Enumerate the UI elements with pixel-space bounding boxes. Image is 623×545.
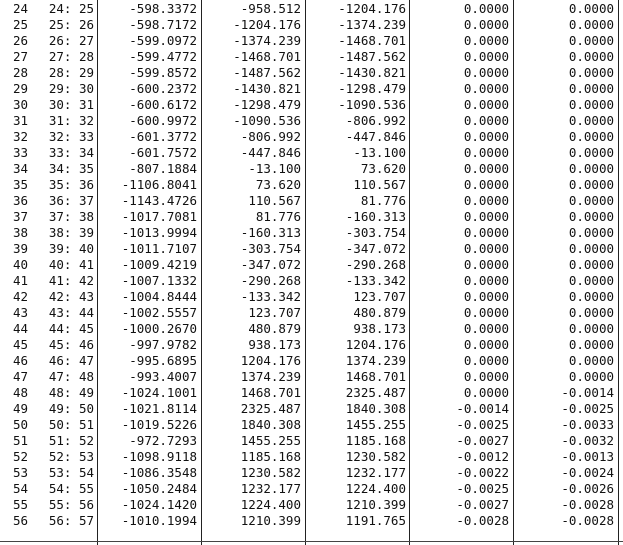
node-pair: 56: 57 <box>48 513 94 528</box>
value-col-3: 938.173 <box>353 321 406 336</box>
value-col-2: 1455.255 <box>240 433 301 448</box>
value-col-1: -1021.8114 <box>121 401 197 416</box>
value-col-2: -806.992 <box>240 129 301 144</box>
value-col-1: -1011.7107 <box>121 241 197 256</box>
node-pair: 52: 53 <box>48 449 94 464</box>
table-row <box>0 401 623 417</box>
value-col-1: -1004.8444 <box>121 289 197 304</box>
table-row <box>0 65 623 81</box>
value-col-1: -1024.1420 <box>121 497 197 512</box>
row-index: 24 <box>13 1 29 16</box>
value-col-1: -598.3372 <box>129 1 197 16</box>
value-col-2: 1224.400 <box>240 497 301 512</box>
table-row <box>0 273 623 289</box>
value-col-5: 0.0000 <box>568 49 614 64</box>
value-col-3: -1468.701 <box>338 33 406 48</box>
node-pair: 42: 43 <box>48 289 94 304</box>
value-col-4: 0.0000 <box>463 145 509 160</box>
table-row <box>0 257 623 273</box>
row-index: 47 <box>13 369 29 384</box>
value-col-1: -1002.5557 <box>121 305 197 320</box>
value-col-3: 73.620 <box>360 161 406 176</box>
node-pair: 27: 28 <box>48 49 94 64</box>
row-index: 30 <box>13 97 29 112</box>
value-col-5: 0.0000 <box>568 113 614 128</box>
table-row <box>0 289 623 305</box>
row-index: 45 <box>13 337 29 352</box>
table-row <box>0 81 623 97</box>
node-pair: 47: 48 <box>48 369 94 384</box>
node-pair: 51: 52 <box>48 433 94 448</box>
value-col-4: 0.0000 <box>463 97 509 112</box>
value-col-1: -1009.4219 <box>121 257 197 272</box>
value-col-3: -1204.176 <box>338 1 406 16</box>
row-index: 56 <box>13 513 29 528</box>
value-col-5: 0.0000 <box>568 97 614 112</box>
table-row <box>0 129 623 145</box>
table-row <box>0 17 623 33</box>
row-index: 43 <box>13 305 29 320</box>
node-pair: 24: 25 <box>48 1 94 16</box>
node-pair: 41: 42 <box>48 273 94 288</box>
value-col-1: -1143.4726 <box>121 193 197 208</box>
value-col-3: -447.846 <box>345 129 406 144</box>
value-col-4: 0.0000 <box>463 385 509 400</box>
node-pair: 26: 27 <box>48 33 94 48</box>
node-pair: 39: 40 <box>48 241 94 256</box>
value-col-4: -0.0025 <box>456 481 509 496</box>
value-col-4: 0.0000 <box>463 321 509 336</box>
value-col-2: 1232.177 <box>240 481 301 496</box>
value-col-1: -599.4772 <box>129 49 197 64</box>
value-col-5: 0.0000 <box>568 337 614 352</box>
value-col-1: -599.0972 <box>129 33 197 48</box>
value-col-1: -600.6172 <box>129 97 197 112</box>
node-pair: 31: 32 <box>48 113 94 128</box>
value-col-3: -347.072 <box>345 241 406 256</box>
value-col-4: 0.0000 <box>463 369 509 384</box>
row-index: 27 <box>13 49 29 64</box>
row-index: 34 <box>13 161 29 176</box>
value-col-3: 123.707 <box>353 289 406 304</box>
row-index: 26 <box>13 33 29 48</box>
row-index: 35 <box>13 177 29 192</box>
row-index: 32 <box>13 129 29 144</box>
table-row <box>0 481 623 497</box>
value-col-1: -807.1884 <box>129 161 197 176</box>
node-pair: 32: 33 <box>48 129 94 144</box>
value-col-2: -1430.821 <box>233 81 301 96</box>
value-col-1: -1019.5226 <box>121 417 197 432</box>
value-col-1: -599.8572 <box>129 65 197 80</box>
value-col-3: 1468.701 <box>345 369 406 384</box>
table-row <box>0 241 623 257</box>
row-index: 49 <box>13 401 29 416</box>
value-col-4: 0.0000 <box>463 1 509 16</box>
value-col-4: 0.0000 <box>463 193 509 208</box>
value-col-3: 2325.487 <box>345 385 406 400</box>
node-pair: 55: 56 <box>48 497 94 512</box>
value-col-5: 0.0000 <box>568 65 614 80</box>
value-col-1: -972.7293 <box>129 433 197 448</box>
node-pair: 38: 39 <box>48 225 94 240</box>
node-pair: 36: 37 <box>48 193 94 208</box>
table-row <box>0 209 623 225</box>
value-col-5: 0.0000 <box>568 257 614 272</box>
value-col-4: 0.0000 <box>463 129 509 144</box>
value-col-4: -0.0022 <box>456 465 509 480</box>
table-row <box>0 513 623 529</box>
value-col-2: 1204.176 <box>240 353 301 368</box>
value-col-2: 1374.239 <box>240 369 301 384</box>
value-col-2: -1487.562 <box>233 65 301 80</box>
bottom-border <box>0 541 623 542</box>
value-col-1: -997.9782 <box>129 337 197 352</box>
value-col-4: 0.0000 <box>463 225 509 240</box>
value-col-2: -1090.536 <box>233 113 301 128</box>
row-index: 25 <box>13 17 29 32</box>
row-index: 53 <box>13 465 29 480</box>
value-col-4: -0.0012 <box>456 449 509 464</box>
node-pair: 35: 36 <box>48 177 94 192</box>
row-index: 38 <box>13 225 29 240</box>
value-col-1: -1086.3548 <box>121 465 197 480</box>
value-col-2: -290.268 <box>240 273 301 288</box>
value-col-5: 0.0000 <box>568 129 614 144</box>
value-col-2: -1374.239 <box>233 33 301 48</box>
value-col-2: -1204.176 <box>233 17 301 32</box>
value-col-3: -1374.239 <box>338 17 406 32</box>
value-col-1: -1024.1001 <box>121 385 197 400</box>
value-col-2: 1468.701 <box>240 385 301 400</box>
value-col-3: 1374.239 <box>345 353 406 368</box>
value-col-3: -303.754 <box>345 225 406 240</box>
node-pair: 28: 29 <box>48 65 94 80</box>
value-col-5: 0.0000 <box>568 1 614 16</box>
value-col-2: 1185.168 <box>240 449 301 464</box>
value-col-3: 1455.255 <box>345 417 406 432</box>
node-pair: 54: 55 <box>48 481 94 496</box>
value-col-3: -806.992 <box>345 113 406 128</box>
value-col-3: 81.776 <box>360 193 406 208</box>
value-col-3: 1191.765 <box>345 513 406 528</box>
row-index: 51 <box>13 433 29 448</box>
table-row <box>0 145 623 161</box>
row-index: 36 <box>13 193 29 208</box>
table-row <box>0 497 623 513</box>
node-pair: 33: 34 <box>48 145 94 160</box>
value-col-2: -1468.701 <box>233 49 301 64</box>
row-index: 37 <box>13 209 29 224</box>
value-col-1: -1098.9118 <box>121 449 197 464</box>
value-col-3: -290.268 <box>345 257 406 272</box>
table-row <box>0 449 623 465</box>
node-pair: 48: 49 <box>48 385 94 400</box>
value-col-1: -601.3772 <box>129 129 197 144</box>
row-index: 44 <box>13 321 29 336</box>
row-index: 50 <box>13 417 29 432</box>
value-col-5: -0.0032 <box>561 433 614 448</box>
value-col-5: -0.0026 <box>561 481 614 496</box>
row-index: 42 <box>13 289 29 304</box>
value-col-2: 1230.582 <box>240 465 301 480</box>
node-pair: 43: 44 <box>48 305 94 320</box>
value-col-3: -13.100 <box>353 145 406 160</box>
value-col-1: -1017.7081 <box>121 209 197 224</box>
value-col-5: -0.0028 <box>561 497 614 512</box>
value-col-4: 0.0000 <box>463 337 509 352</box>
value-col-2: -13.100 <box>248 161 301 176</box>
table-row <box>0 385 623 401</box>
value-col-2: 110.567 <box>248 193 301 208</box>
value-col-1: -600.9972 <box>129 113 197 128</box>
value-col-1: -993.4007 <box>129 369 197 384</box>
value-col-2: 73.620 <box>255 177 301 192</box>
row-index: 54 <box>13 481 29 496</box>
value-col-4: 0.0000 <box>463 353 509 368</box>
value-col-1: -1106.8041 <box>121 177 197 192</box>
value-col-5: -0.0025 <box>561 401 614 416</box>
value-col-3: 1230.582 <box>345 449 406 464</box>
value-col-4: 0.0000 <box>463 17 509 32</box>
value-col-5: 0.0000 <box>568 289 614 304</box>
node-pair: 37: 38 <box>48 209 94 224</box>
value-col-4: -0.0025 <box>456 417 509 432</box>
table-row <box>0 1 623 17</box>
value-col-1: -1000.2670 <box>121 321 197 336</box>
table-row <box>0 225 623 241</box>
value-col-4: 0.0000 <box>463 209 509 224</box>
value-col-2: -1298.479 <box>233 97 301 112</box>
value-col-4: 0.0000 <box>463 65 509 80</box>
table-row <box>0 49 623 65</box>
value-col-3: -133.342 <box>345 273 406 288</box>
value-col-4: -0.0027 <box>456 497 509 512</box>
value-col-4: 0.0000 <box>463 257 509 272</box>
node-pair: 45: 46 <box>48 337 94 352</box>
table-row <box>0 321 623 337</box>
value-col-2: 2325.487 <box>240 401 301 416</box>
row-index: 31 <box>13 113 29 128</box>
node-pair: 46: 47 <box>48 353 94 368</box>
table-row <box>0 113 623 129</box>
value-col-4: 0.0000 <box>463 161 509 176</box>
value-col-5: -0.0014 <box>561 385 614 400</box>
node-pair: 53: 54 <box>48 465 94 480</box>
table-row <box>0 161 623 177</box>
value-col-4: 0.0000 <box>463 289 509 304</box>
value-col-1: -1007.1332 <box>121 273 197 288</box>
row-index: 52 <box>13 449 29 464</box>
table-row <box>0 369 623 385</box>
value-col-3: 480.879 <box>353 305 406 320</box>
table-row <box>0 33 623 49</box>
value-col-5: 0.0000 <box>568 193 614 208</box>
value-col-3: 1204.176 <box>345 337 406 352</box>
value-col-1: -995.6895 <box>129 353 197 368</box>
value-col-3: 1210.399 <box>345 497 406 512</box>
value-col-5: 0.0000 <box>568 225 614 240</box>
value-col-4: 0.0000 <box>463 113 509 128</box>
table-row <box>0 353 623 369</box>
table-row <box>0 337 623 353</box>
value-col-2: 1840.308 <box>240 417 301 432</box>
value-col-5: 0.0000 <box>568 209 614 224</box>
value-col-1: -600.2372 <box>129 81 197 96</box>
value-col-5: 0.0000 <box>568 321 614 336</box>
value-col-4: -0.0014 <box>456 401 509 416</box>
value-col-4: 0.0000 <box>463 33 509 48</box>
table-row <box>0 305 623 321</box>
value-col-1: -601.7572 <box>129 145 197 160</box>
value-col-2: -958.512 <box>240 1 301 16</box>
value-col-5: 0.0000 <box>568 33 614 48</box>
table-row <box>0 433 623 449</box>
value-col-1: -1010.1994 <box>121 513 197 528</box>
value-col-5: 0.0000 <box>568 353 614 368</box>
node-pair: 44: 45 <box>48 321 94 336</box>
row-index: 39 <box>13 241 29 256</box>
row-index: 29 <box>13 81 29 96</box>
table-row <box>0 417 623 433</box>
value-col-4: 0.0000 <box>463 273 509 288</box>
value-col-2: -160.313 <box>240 225 301 240</box>
value-col-4: -0.0027 <box>456 433 509 448</box>
table-row <box>0 97 623 113</box>
row-index: 41 <box>13 273 29 288</box>
row-index: 40 <box>13 257 29 272</box>
value-col-2: 123.707 <box>248 305 301 320</box>
value-col-5: 0.0000 <box>568 161 614 176</box>
value-col-2: -303.754 <box>240 241 301 256</box>
value-col-2: 81.776 <box>255 209 301 224</box>
value-col-3: -1298.479 <box>338 81 406 96</box>
row-index: 55 <box>13 497 29 512</box>
node-pair: 49: 50 <box>48 401 94 416</box>
value-col-5: -0.0028 <box>561 513 614 528</box>
value-col-1: -598.7172 <box>129 17 197 32</box>
value-col-1: -1050.2484 <box>121 481 197 496</box>
value-col-5: 0.0000 <box>568 81 614 96</box>
node-pair: 29: 30 <box>48 81 94 96</box>
value-col-2: 480.879 <box>248 321 301 336</box>
table-row <box>0 465 623 481</box>
node-pair: 34: 35 <box>48 161 94 176</box>
value-col-5: 0.0000 <box>568 305 614 320</box>
value-col-4: 0.0000 <box>463 177 509 192</box>
value-col-2: 938.173 <box>248 337 301 352</box>
value-col-3: 1232.177 <box>345 465 406 480</box>
value-col-4: -0.0028 <box>456 513 509 528</box>
value-col-5: -0.0024 <box>561 465 614 480</box>
value-col-4: 0.0000 <box>463 81 509 96</box>
value-col-3: 110.567 <box>353 177 406 192</box>
node-pair: 50: 51 <box>48 417 94 432</box>
value-col-5: 0.0000 <box>568 17 614 32</box>
value-col-3: -1430.821 <box>338 65 406 80</box>
value-col-2: 1210.399 <box>240 513 301 528</box>
value-col-1: -1013.9994 <box>121 225 197 240</box>
value-col-3: -1487.562 <box>338 49 406 64</box>
value-col-2: -133.342 <box>240 289 301 304</box>
value-col-5: 0.0000 <box>568 177 614 192</box>
row-index: 33 <box>13 145 29 160</box>
value-col-4: 0.0000 <box>463 305 509 320</box>
value-col-3: -1090.536 <box>338 97 406 112</box>
value-col-5: 0.0000 <box>568 369 614 384</box>
node-pair: 40: 41 <box>48 257 94 272</box>
value-col-4: 0.0000 <box>463 241 509 256</box>
value-col-5: -0.0033 <box>561 417 614 432</box>
row-index: 48 <box>13 385 29 400</box>
value-col-3: 1185.168 <box>345 433 406 448</box>
value-col-4: 0.0000 <box>463 49 509 64</box>
table-row <box>0 193 623 209</box>
table-row <box>0 177 623 193</box>
node-pair: 25: 26 <box>48 17 94 32</box>
value-col-5: 0.0000 <box>568 273 614 288</box>
value-col-3: -160.313 <box>345 209 406 224</box>
value-col-3: 1840.308 <box>345 401 406 416</box>
value-col-5: 0.0000 <box>568 241 614 256</box>
value-col-2: -347.072 <box>240 257 301 272</box>
value-col-2: -447.846 <box>240 145 301 160</box>
row-index: 28 <box>13 65 29 80</box>
node-pair: 30: 31 <box>48 97 94 112</box>
value-col-5: -0.0013 <box>561 449 614 464</box>
value-col-5: 0.0000 <box>568 145 614 160</box>
row-index: 46 <box>13 353 29 368</box>
value-col-3: 1224.400 <box>345 481 406 496</box>
